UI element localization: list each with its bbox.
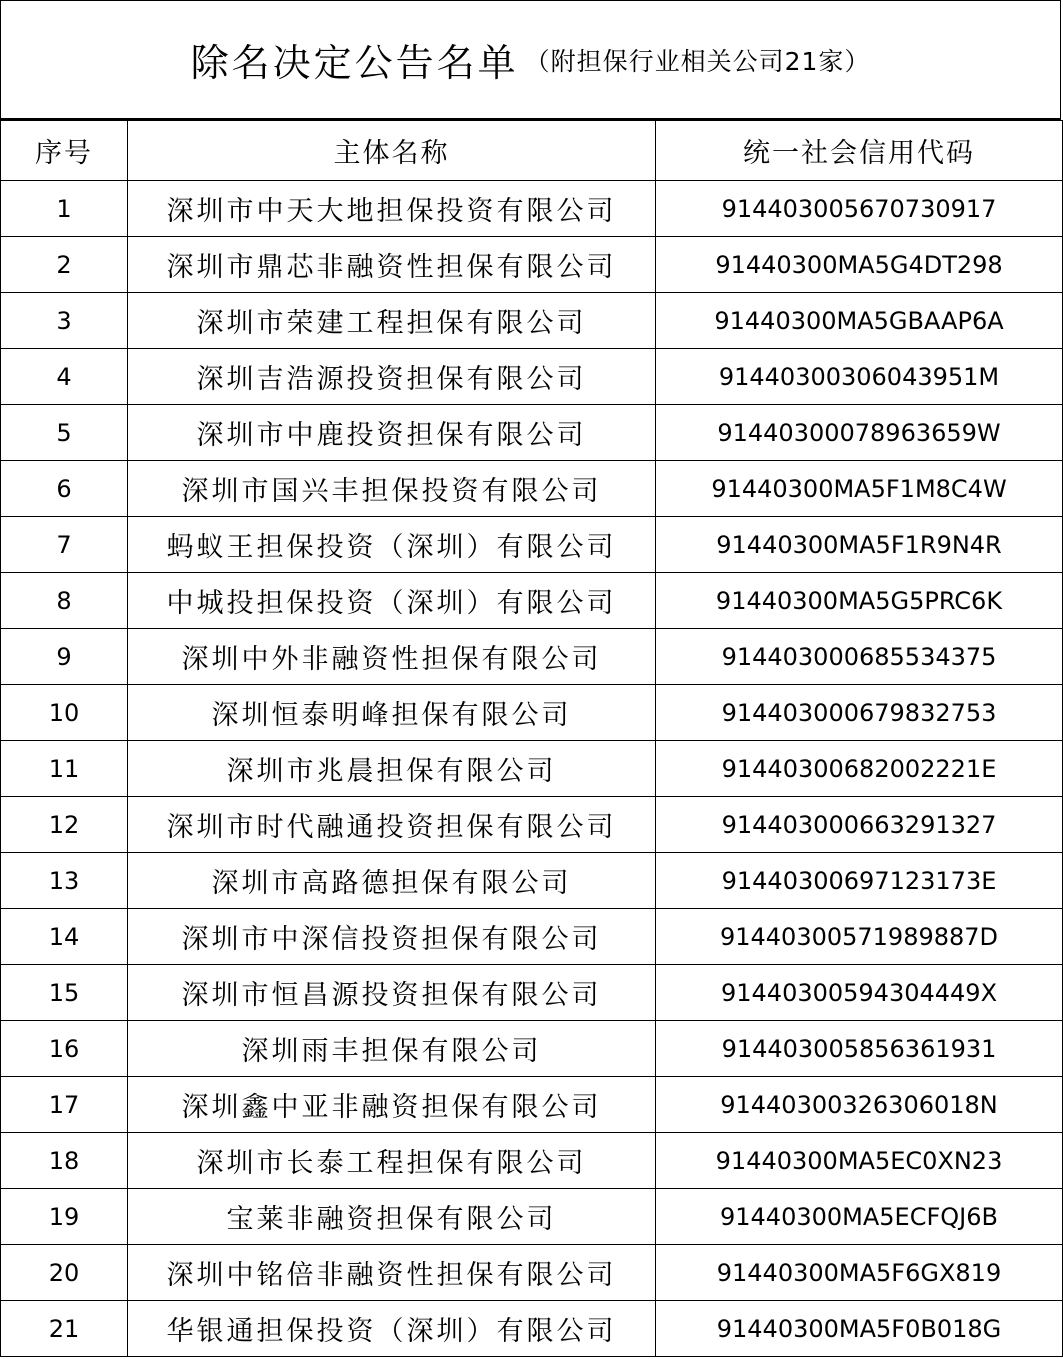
serial-number: 6 xyxy=(1,461,128,517)
credit-code: 91440300MA5ECFQJ6B xyxy=(656,1189,1063,1245)
serial-number: 11 xyxy=(1,741,128,797)
serial-number: 17 xyxy=(1,1077,128,1133)
entity-name: 深圳雨丰担保有限公司 xyxy=(128,1021,656,1077)
serial-number: 14 xyxy=(1,909,128,965)
entity-name: 深圳市荣建工程担保有限公司 xyxy=(128,293,656,349)
company-list-table xyxy=(0,120,1063,1357)
entity-name: 深圳中外非融资性担保有限公司 xyxy=(128,629,656,685)
serial-number: 13 xyxy=(1,853,128,909)
entity-name: 深圳市长泰工程担保有限公司 xyxy=(128,1133,656,1189)
table-row xyxy=(1,741,1063,797)
credit-code: 91440300682002221E xyxy=(656,741,1063,797)
serial-number: 8 xyxy=(1,573,128,629)
serial-number: 20 xyxy=(1,1245,128,1301)
table-row xyxy=(1,293,1063,349)
credit-code: 91440300MA5GBAAP6A xyxy=(656,293,1063,349)
serial-number: 16 xyxy=(1,1021,128,1077)
serial-number: 21 xyxy=(1,1301,128,1357)
serial-number: 2 xyxy=(1,237,128,293)
serial-number: 3 xyxy=(1,293,128,349)
entity-name: 深圳市恒昌源投资担保有限公司 xyxy=(128,965,656,1021)
table-row xyxy=(1,573,1063,629)
table-row xyxy=(1,1189,1063,1245)
credit-code: 91440300MA5F1M8C4W xyxy=(656,461,1063,517)
table-row xyxy=(1,965,1063,1021)
header-serial-number: 序号 xyxy=(1,121,128,181)
table-row xyxy=(1,349,1063,405)
header-credit-code: 统一社会信用代码 xyxy=(656,121,1063,181)
credit-code: 914403005670730917 xyxy=(656,181,1063,237)
credit-code: 91440300306043951M xyxy=(656,349,1063,405)
entity-name: 华银通担保投资（深圳）有限公司 xyxy=(128,1301,656,1357)
serial-number: 19 xyxy=(1,1189,128,1245)
credit-code: 91440300078963659W xyxy=(656,405,1063,461)
entity-name: 蚂蚁王担保投资（深圳）有限公司 xyxy=(128,517,656,573)
table-row xyxy=(1,517,1063,573)
entity-name: 深圳市高路德担保有限公司 xyxy=(128,853,656,909)
entity-name: 深圳市国兴丰担保投资有限公司 xyxy=(128,461,656,517)
serial-number: 10 xyxy=(1,685,128,741)
table-row xyxy=(1,909,1063,965)
serial-number: 5 xyxy=(1,405,128,461)
entity-name: 深圳中铭倍非融资性担保有限公司 xyxy=(128,1245,656,1301)
entity-name: 深圳鑫中亚非融资担保有限公司 xyxy=(128,1077,656,1133)
title-box xyxy=(0,0,1061,120)
serial-number: 9 xyxy=(1,629,128,685)
table-row xyxy=(1,797,1063,853)
serial-number: 18 xyxy=(1,1133,128,1189)
credit-code: 914403005856361931 xyxy=(656,1021,1063,1077)
page-title: 除名决定公告名单 xyxy=(190,41,519,85)
serial-number: 15 xyxy=(1,965,128,1021)
serial-number: 7 xyxy=(1,517,128,573)
table-row xyxy=(1,181,1063,237)
serial-number: 12 xyxy=(1,797,128,853)
serial-number: 4 xyxy=(1,349,128,405)
table-row xyxy=(1,405,1063,461)
credit-code: 914403000685534375 xyxy=(656,629,1063,685)
credit-code: 91440300326306018N xyxy=(656,1077,1063,1133)
serial-number: 1 xyxy=(1,181,128,237)
credit-code: 914403000679832753 xyxy=(656,685,1063,741)
credit-code: 91440300MA5F0B018G xyxy=(656,1301,1063,1357)
entity-name: 深圳市中天大地担保投资有限公司 xyxy=(128,181,656,237)
entity-name: 深圳市中鹿投资担保有限公司 xyxy=(128,405,656,461)
table-row xyxy=(1,629,1063,685)
table-row xyxy=(1,1133,1063,1189)
credit-code: 91440300697123173E xyxy=(656,853,1063,909)
header-entity-name: 主体名称 xyxy=(128,121,656,181)
table-row xyxy=(1,853,1063,909)
table-row xyxy=(1,1301,1063,1357)
table-row xyxy=(1,461,1063,517)
credit-code: 91440300MA5EC0XN23 xyxy=(656,1133,1063,1189)
table-header-row xyxy=(1,121,1063,181)
entity-name: 中城投担保投资（深圳）有限公司 xyxy=(128,573,656,629)
entity-name: 深圳吉浩源投资担保有限公司 xyxy=(128,349,656,405)
page-subtitle: （附担保行业相关公司21家） xyxy=(524,46,871,76)
entity-name: 宝莱非融资担保有限公司 xyxy=(128,1189,656,1245)
credit-code: 91440300594304449X xyxy=(656,965,1063,1021)
table-row xyxy=(1,1021,1063,1077)
table-row xyxy=(1,237,1063,293)
entity-name: 深圳市兆晨担保有限公司 xyxy=(128,741,656,797)
entity-name: 深圳市中深信投资担保有限公司 xyxy=(128,909,656,965)
credit-code: 91440300MA5F6GX819 xyxy=(656,1245,1063,1301)
table-row xyxy=(1,1077,1063,1133)
table-row xyxy=(1,1245,1063,1301)
credit-code: 91440300571989887D xyxy=(656,909,1063,965)
entity-name: 深圳市鼎芯非融资性担保有限公司 xyxy=(128,237,656,293)
credit-code: 91440300MA5G4DT298 xyxy=(656,237,1063,293)
table-row xyxy=(1,685,1063,741)
credit-code: 914403000663291327 xyxy=(656,797,1063,853)
entity-name: 深圳恒泰明峰担保有限公司 xyxy=(128,685,656,741)
entity-name: 深圳市时代融通投资担保有限公司 xyxy=(128,797,656,853)
credit-code: 91440300MA5F1R9N4R xyxy=(656,517,1063,573)
credit-code: 91440300MA5G5PRC6K xyxy=(656,573,1063,629)
